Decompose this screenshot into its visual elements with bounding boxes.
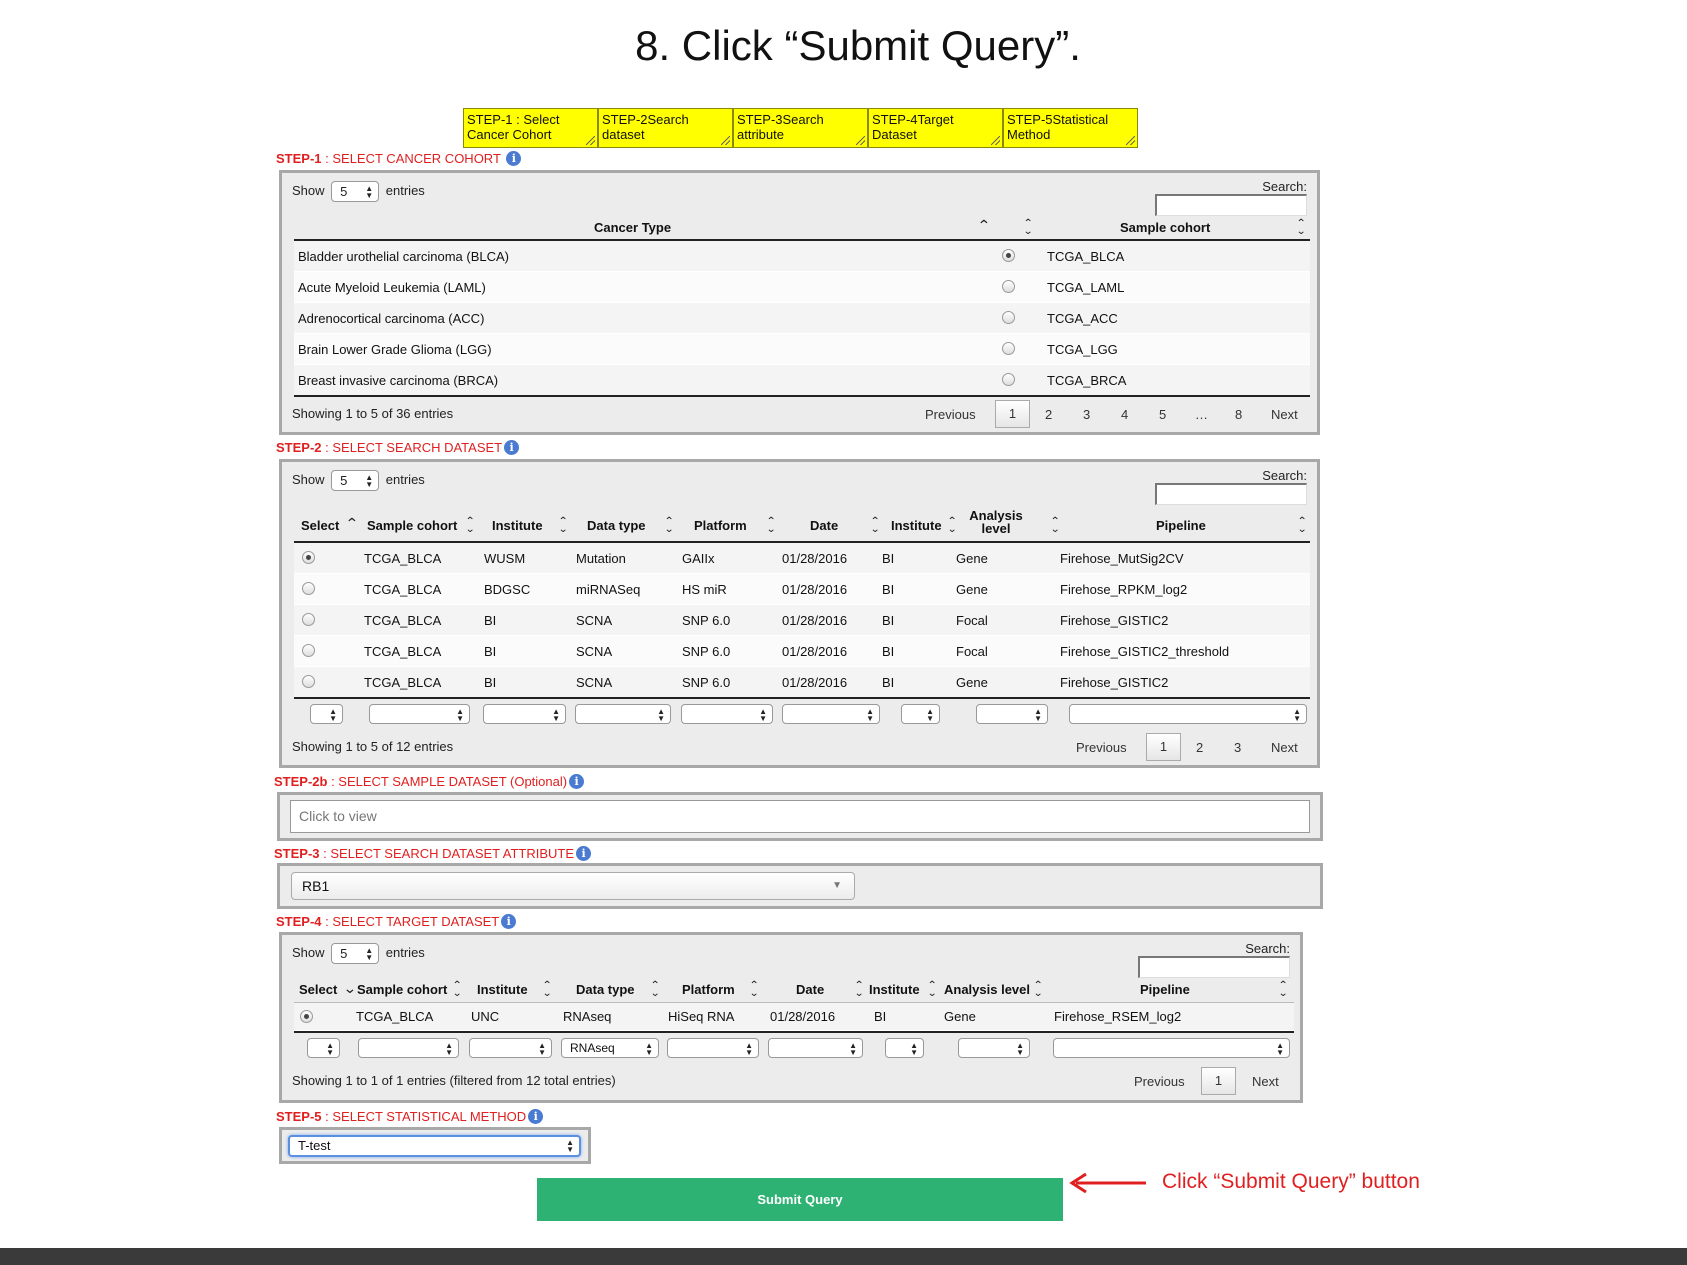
cell-institute-2: BI (882, 582, 895, 597)
cell-data-type: SCNA (576, 613, 613, 628)
cell-institute-2: BI (882, 644, 895, 659)
annotation-text: Click “Submit Query” button (1162, 1170, 1420, 1193)
row-radio[interactable] (1002, 373, 1015, 386)
step4-page-length-select[interactable] (331, 943, 379, 964)
select-updown-icon: ▲ ▼ (1293, 707, 1301, 723)
row-radio[interactable] (1002, 280, 1015, 293)
row-radio[interactable] (1002, 311, 1015, 324)
th-data-type[interactable]: Data type (576, 982, 635, 997)
info-icon[interactable]: i (576, 846, 591, 861)
sort-both-icon[interactable]: ⌃ ⌄ (542, 980, 553, 999)
row-radio[interactable] (1002, 342, 1015, 355)
cell-platform: HS miR (682, 582, 727, 597)
th-sample-cohort[interactable]: Sample cohort (357, 982, 448, 997)
tab-step2-line2: dataset (602, 127, 645, 142)
filter-select-platform[interactable] (681, 704, 773, 724)
step1-label-bold: STEP-1 (276, 151, 322, 166)
sort-both-icon[interactable]: ⌃ ⌄ (947, 516, 958, 535)
sort-both-icon[interactable]: ⌃ ⌄ (558, 516, 569, 535)
cell-sample-cohort: TCGA_BLCA (364, 644, 442, 659)
chevron-down-icon: ▼ (832, 880, 842, 891)
cell-platform: SNP 6.0 (682, 613, 731, 628)
cell-pipeline: Firehose_RSEM_log2 (1054, 1009, 1182, 1024)
page-button-current[interactable]: 1 (995, 400, 1030, 428)
cell-platform: SNP 6.0 (682, 675, 731, 690)
show-label: Show (292, 471, 325, 487)
cell-pipeline: Firehose_RPKM_log2 (1060, 582, 1188, 597)
page-button[interactable]: 8 (1235, 407, 1243, 422)
filter-select-institute-2[interactable] (901, 704, 940, 724)
select-updown-icon: ▲ ▼ (552, 707, 560, 723)
step2-pagination (1076, 740, 1316, 760)
table-bottom-divider (294, 697, 1310, 699)
page-length-value: 5 (340, 946, 348, 961)
step1-label (276, 151, 521, 166)
step5-label-bold: STEP-5 (276, 1109, 322, 1124)
table-row[interactable] (294, 543, 1310, 574)
table-row[interactable] (294, 636, 1310, 667)
step1-table-header (294, 217, 1310, 240)
cell-institute: WUSM (484, 551, 526, 566)
cell-institute: BI (484, 644, 497, 659)
page-length-value: 5 (340, 184, 348, 199)
filter-select-select[interactable] (310, 704, 343, 724)
filter-select-analysis-level[interactable] (958, 1038, 1030, 1058)
cell-cancer-type: Acute Myeloid Leukemia (LAML) (298, 280, 486, 295)
step1-page-length-select[interactable] (331, 181, 379, 202)
sort-both-icon[interactable]: ⌃ ⌄ (1023, 218, 1034, 237)
cell-sample-cohort: TCGA_LGG (1047, 342, 1118, 357)
sort-both-icon[interactable]: ⌃ ⌄ (927, 980, 938, 999)
select-updown-icon: ▲ ▼ (365, 473, 374, 489)
sort-both-icon[interactable]: ⌃ ⌄ (1278, 980, 1289, 999)
step2b-panel (277, 792, 1323, 841)
step4-label (276, 914, 516, 929)
select-updown-icon: ▲ ▼ (329, 707, 337, 723)
table-row[interactable] (294, 667, 1310, 698)
filter-select-pipeline[interactable] (1053, 1038, 1290, 1058)
cell-date: 01/28/2016 (782, 551, 848, 566)
step4-label-text: : SELECT TARGET DATASET (321, 914, 500, 929)
resize-grip-icon (586, 136, 595, 145)
resize-grip-icon (721, 136, 730, 145)
cell-pipeline: Firehose_GISTIC2 (1060, 613, 1169, 628)
cell-data-type: SCNA (576, 644, 613, 659)
table-bottom-divider (294, 1031, 1294, 1033)
tab-step3[interactable] (733, 108, 868, 148)
step4-label-bold: STEP-4 (276, 914, 322, 929)
bottom-bar (0, 1248, 1687, 1265)
step2-search-input[interactable] (1155, 483, 1307, 505)
cell-sample-cohort: TCGA_BLCA (364, 613, 442, 628)
cell-sample-cohort: TCGA_BLCA (364, 582, 442, 597)
resize-grip-icon (1126, 136, 1135, 145)
cell-cancer-type: Breast invasive carcinoma (BRCA) (298, 373, 499, 388)
step4-search-input[interactable] (1138, 956, 1290, 978)
th-sample-cohort[interactable]: Sample cohort (367, 518, 458, 533)
info-icon[interactable]: i (506, 151, 521, 166)
select-updown-icon: ▲ ▼ (926, 707, 934, 723)
step1-length-control (292, 181, 425, 202)
cell-platform: SNP 6.0 (682, 644, 731, 659)
cell-analysis-level: Focal (956, 613, 988, 628)
th-platform[interactable]: Platform (682, 982, 735, 997)
tab-step5[interactable] (1003, 108, 1138, 148)
step2-label-text: : SELECT SEARCH DATASET (321, 440, 503, 455)
step2-panel (279, 459, 1320, 768)
step3-label-text: : SELECT SEARCH DATASET ATTRIBUTE (319, 846, 575, 861)
cell-institute-2: BI (882, 613, 895, 628)
select-updown-icon: ▲ ▼ (1034, 707, 1042, 723)
step2b-label-text: : SELECT SAMPLE DATASET (Optional) (327, 774, 568, 789)
row-radio[interactable] (302, 582, 315, 595)
filter-select-pipeline[interactable] (1069, 704, 1307, 724)
filter-select-date[interactable] (782, 704, 880, 724)
row-radio-selected[interactable] (302, 551, 315, 564)
th-date[interactable]: Date (796, 982, 825, 997)
row-radio[interactable] (302, 675, 315, 688)
th-select[interactable]: Select (299, 982, 338, 997)
row-radio-selected[interactable] (1002, 249, 1015, 262)
filter-select-sample-cohort[interactable] (369, 704, 470, 724)
cell-pipeline: Firehose_GISTIC2 (1060, 675, 1169, 690)
table-row[interactable] (294, 574, 1310, 605)
cell-analysis-level: Focal (956, 644, 988, 659)
previous-button[interactable]: Previous (1076, 740, 1127, 755)
select-updown-icon: ▲ ▼ (1276, 1041, 1284, 1057)
resize-grip-icon (856, 136, 865, 145)
resize-grip-icon (991, 136, 1000, 145)
sort-both-icon[interactable]: ⌃ ⌄ (749, 980, 760, 999)
step4-table-header (294, 982, 1294, 1002)
step2-label-bold: STEP-2 (276, 440, 322, 455)
table-row[interactable] (294, 334, 1310, 365)
filter-data-type-value: RNAseq (570, 1041, 615, 1055)
previous-button[interactable]: Previous (1134, 1074, 1185, 1089)
select-updown-icon: ▲ ▼ (445, 1041, 453, 1057)
filter-select-date[interactable] (768, 1038, 863, 1058)
cell-sample-cohort: TCGA_BLCA (1047, 249, 1125, 264)
entries-label: entries (385, 471, 425, 487)
sort-both-icon[interactable]: ⌃ ⌄ (664, 516, 675, 535)
cell-date: 01/28/2016 (770, 1009, 836, 1024)
cell-sample-cohort: TCGA_BLCA (356, 1009, 434, 1024)
step5-label-text: : SELECT STATISTICAL METHOD (321, 1109, 527, 1124)
th-cancer-type[interactable]: Cancer Type (594, 220, 672, 235)
cell-pipeline: Firehose_GISTIC2_threshold (1060, 644, 1230, 659)
tab-step2[interactable] (598, 108, 733, 148)
cell-date: 01/28/2016 (782, 582, 848, 597)
sort-both-icon[interactable]: ⌃ ⌄ (452, 980, 463, 999)
step5-label (276, 1109, 543, 1124)
th-analysis-level[interactable]: Analysis level (944, 982, 1030, 997)
cell-sample-cohort: TCGA_ACC (1047, 311, 1118, 326)
cell-data-type: RNAseq (563, 1009, 612, 1024)
select-updown-icon: ▲ ▼ (849, 1041, 857, 1057)
th-pipeline[interactable]: Pipeline (1140, 982, 1190, 997)
step2-length-control (292, 470, 425, 491)
select-updown-icon: ▲ ▼ (538, 1041, 546, 1057)
filter-select-analysis-level[interactable] (976, 704, 1048, 724)
cell-institute: BI (484, 675, 497, 690)
table-row[interactable] (294, 1003, 1294, 1031)
show-label: Show (292, 182, 325, 198)
sort-asc-icon[interactable]: ⌃ (344, 515, 359, 531)
page-button-current[interactable]: 1 (1201, 1067, 1236, 1095)
page-ellipsis: … (1195, 407, 1208, 422)
page-length-value: 5 (340, 473, 348, 488)
step1-search-label: Search: (1262, 179, 1307, 194)
previous-button[interactable]: Previous (925, 407, 976, 422)
info-icon[interactable]: i (569, 774, 584, 789)
tab-step1-line2: Cancer Cohort (467, 127, 552, 142)
arrow-left-icon (1068, 1172, 1148, 1194)
entries-label: entries (385, 944, 425, 960)
search-attribute-select[interactable] (291, 872, 855, 900)
select-updown-icon: ▲ ▼ (365, 946, 374, 962)
step4-length-control (292, 943, 425, 964)
select-updown-icon: ▲ ▼ (866, 707, 874, 723)
cell-date: 01/28/2016 (782, 675, 848, 690)
cell-sample-cohort: TCGA_BRCA (1047, 373, 1127, 388)
step2-search-label: Search: (1262, 468, 1307, 483)
cell-analysis-level: Gene (944, 1009, 976, 1024)
cell-institute: UNC (471, 1009, 500, 1024)
info-icon[interactable]: i (504, 440, 519, 455)
th-data-type[interactable]: Data type (587, 518, 646, 533)
select-updown-icon: ▲ ▼ (759, 707, 767, 723)
step2-table-info: Showing 1 to 5 of 12 entries (292, 739, 454, 754)
th-institute-2[interactable]: Institute (869, 982, 920, 997)
next-button[interactable]: Next (1252, 1074, 1279, 1089)
table-row[interactable] (294, 241, 1310, 272)
sort-both-icon[interactable]: ⌃ ⌄ (1050, 516, 1061, 535)
th-date[interactable]: Date (810, 518, 839, 533)
select-updown-icon: ▲ ▼ (657, 707, 665, 723)
table-row[interactable] (294, 303, 1310, 334)
sort-desc-icon[interactable]: ⌄ (342, 980, 357, 996)
search-attribute-value: RB1 (302, 878, 330, 894)
select-updown-icon: ▲ ▼ (1016, 1041, 1024, 1057)
sample-dataset-input[interactable]: Click to view (290, 800, 1310, 833)
cell-sample-cohort: TCGA_BLCA (364, 551, 442, 566)
tab-step1[interactable] (463, 108, 598, 148)
step2b-label (274, 774, 584, 789)
cell-platform: GAIIx (682, 551, 715, 566)
step1-table-info: Showing 1 to 5 of 36 entries (292, 406, 454, 421)
filter-select-sample-cohort[interactable] (358, 1038, 459, 1058)
filter-select-data-type[interactable] (575, 704, 671, 724)
step5-panel (279, 1127, 591, 1164)
cell-institute-2: BI (882, 675, 895, 690)
filter-select-institute[interactable] (469, 1038, 552, 1058)
page-button[interactable]: 3 (1234, 740, 1242, 755)
cell-pipeline: Firehose_MutSig2CV (1060, 551, 1184, 566)
info-icon[interactable]: i (528, 1109, 543, 1124)
select-updown-icon: ▲ ▼ (566, 1138, 574, 1154)
sort-both-icon[interactable]: ⌃ ⌄ (766, 516, 777, 535)
tab-step3-line2: attribute (737, 127, 784, 142)
sort-both-icon[interactable]: ⌃ ⌄ (1296, 218, 1307, 237)
cell-cancer-type: Adrenocortical carcinoma (ACC) (298, 311, 485, 326)
cell-data-type: Mutation (576, 551, 626, 566)
sort-both-icon[interactable]: ⌃ ⌄ (870, 516, 881, 535)
tab-step4-line2: Dataset (872, 127, 917, 142)
th-institute[interactable]: Institute (477, 982, 528, 997)
cell-date: 01/28/2016 (782, 644, 848, 659)
cell-institute-2: BI (882, 551, 895, 566)
sort-asc-icon[interactable]: ⌃ (976, 217, 991, 233)
table-bottom-divider (294, 395, 1310, 397)
step2-table-header (294, 506, 1310, 540)
step4-table-info: Showing 1 to 1 of 1 entries (filtered from 12 total entries) (292, 1073, 616, 1088)
sort-both-icon[interactable]: ⌃ ⌄ (854, 980, 865, 999)
th-select[interactable]: Select (301, 518, 340, 533)
submit-query-button[interactable]: Submit Query (537, 1178, 1063, 1221)
cell-analysis-level: Gene (956, 675, 988, 690)
filter-select-data-type[interactable] (561, 1038, 659, 1058)
sort-both-icon[interactable]: ⌃ ⌄ (650, 980, 661, 999)
step3-label (274, 846, 591, 861)
step1-pagination (925, 407, 1315, 427)
th-pipeline[interactable]: Pipeline (1156, 518, 1206, 533)
th-institute-2[interactable]: Institute (891, 518, 942, 533)
slide-title: 8. Click “Submit Query”. (635, 22, 1081, 69)
step2-label (276, 440, 519, 455)
cell-data-type: SCNA (576, 675, 613, 690)
select-updown-icon: ▲ ▼ (326, 1041, 334, 1057)
page-button[interactable]: 4 (1121, 407, 1129, 422)
cell-sample-cohort: TCGA_BLCA (364, 675, 442, 690)
tab-step5-line1: STEP-5Statistical (1007, 112, 1109, 127)
row-radio[interactable] (302, 644, 315, 657)
select-updown-icon: ▲ ▼ (645, 1041, 653, 1057)
th-platform[interactable]: Platform (694, 518, 747, 533)
step1-search-input[interactable] (1155, 194, 1307, 216)
step2-page-length-select[interactable] (331, 470, 379, 491)
sort-both-icon[interactable]: ⌃ ⌄ (1033, 980, 1044, 999)
step3-label-bold: STEP-3 (274, 846, 320, 861)
cell-cancer-type: Brain Lower Grade Glioma (LGG) (298, 342, 492, 357)
tab-step4[interactable] (868, 108, 1003, 148)
page-button[interactable]: 2 (1045, 407, 1053, 422)
cell-institute: BDGSC (484, 582, 531, 597)
th-analysis-level[interactable]: Analysis level (969, 508, 1023, 536)
row-radio[interactable] (302, 613, 315, 626)
filter-select-platform[interactable] (667, 1038, 759, 1058)
table-row[interactable] (294, 605, 1310, 636)
cell-cancer-type: Bladder urothelial carcinoma (BLCA) (298, 249, 509, 264)
cell-institute-2: BI (874, 1009, 887, 1024)
select-updown-icon: ▲ ▼ (365, 184, 374, 200)
table-row[interactable] (294, 272, 1310, 303)
filter-select-institute[interactable] (483, 704, 566, 724)
cell-platform: HiSeq RNA (668, 1009, 735, 1024)
cell-date: 01/28/2016 (782, 613, 848, 628)
show-label: Show (292, 944, 325, 960)
row-radio-selected[interactable] (300, 1010, 313, 1023)
filter-select-institute-2[interactable] (885, 1038, 924, 1058)
next-button[interactable]: Next (1271, 740, 1298, 755)
statistical-method-select[interactable] (288, 1135, 581, 1157)
select-updown-icon: ▲ ▼ (456, 707, 464, 723)
table-row[interactable] (294, 365, 1310, 396)
th-sample-cohort[interactable]: Sample cohort (1120, 220, 1211, 235)
step4-pagination (1134, 1074, 1304, 1094)
sort-both-icon[interactable]: ⌃ ⌄ (465, 516, 476, 535)
step4-search-label: Search: (1245, 941, 1290, 956)
page-button[interactable]: 2 (1196, 740, 1204, 755)
step2b-label-bold: STEP-2b (274, 774, 328, 789)
step4-panel (279, 932, 1303, 1103)
tab-step4-line1: STEP-4Target (872, 112, 954, 127)
page-button[interactable]: 5 (1159, 407, 1167, 422)
filter-select-select[interactable] (307, 1038, 340, 1058)
info-icon[interactable]: i (501, 914, 516, 929)
tab-step5-line2: Method (1007, 127, 1051, 142)
page-button[interactable]: 3 (1083, 407, 1091, 422)
entries-label: entries (385, 182, 425, 198)
cell-analysis-level: Gene (956, 582, 988, 597)
cell-institute: BI (484, 613, 497, 628)
cell-analysis-level: Gene (956, 551, 988, 566)
tab-step2-line1: STEP-2Search (602, 112, 689, 127)
next-button[interactable]: Next (1271, 407, 1298, 422)
step1-label-text: : SELECT CANCER COHORT (321, 151, 501, 166)
tab-step1-line1: STEP-1 : Select (467, 112, 560, 127)
select-updown-icon: ▲ ▼ (910, 1041, 918, 1057)
statistical-method-value: T-test (298, 1138, 331, 1153)
page-button-current[interactable]: 1 (1146, 733, 1181, 761)
sort-both-icon[interactable]: ⌃ ⌄ (1297, 516, 1308, 535)
tab-step3-line1: STEP-3Search (737, 112, 824, 127)
cell-data-type: miRNASeq (576, 582, 641, 597)
step1-panel (279, 170, 1320, 435)
cell-sample-cohort: TCGA_LAML (1047, 280, 1125, 295)
step3-panel (277, 863, 1323, 909)
th-institute[interactable]: Institute (492, 518, 543, 533)
select-updown-icon: ▲ ▼ (745, 1041, 753, 1057)
